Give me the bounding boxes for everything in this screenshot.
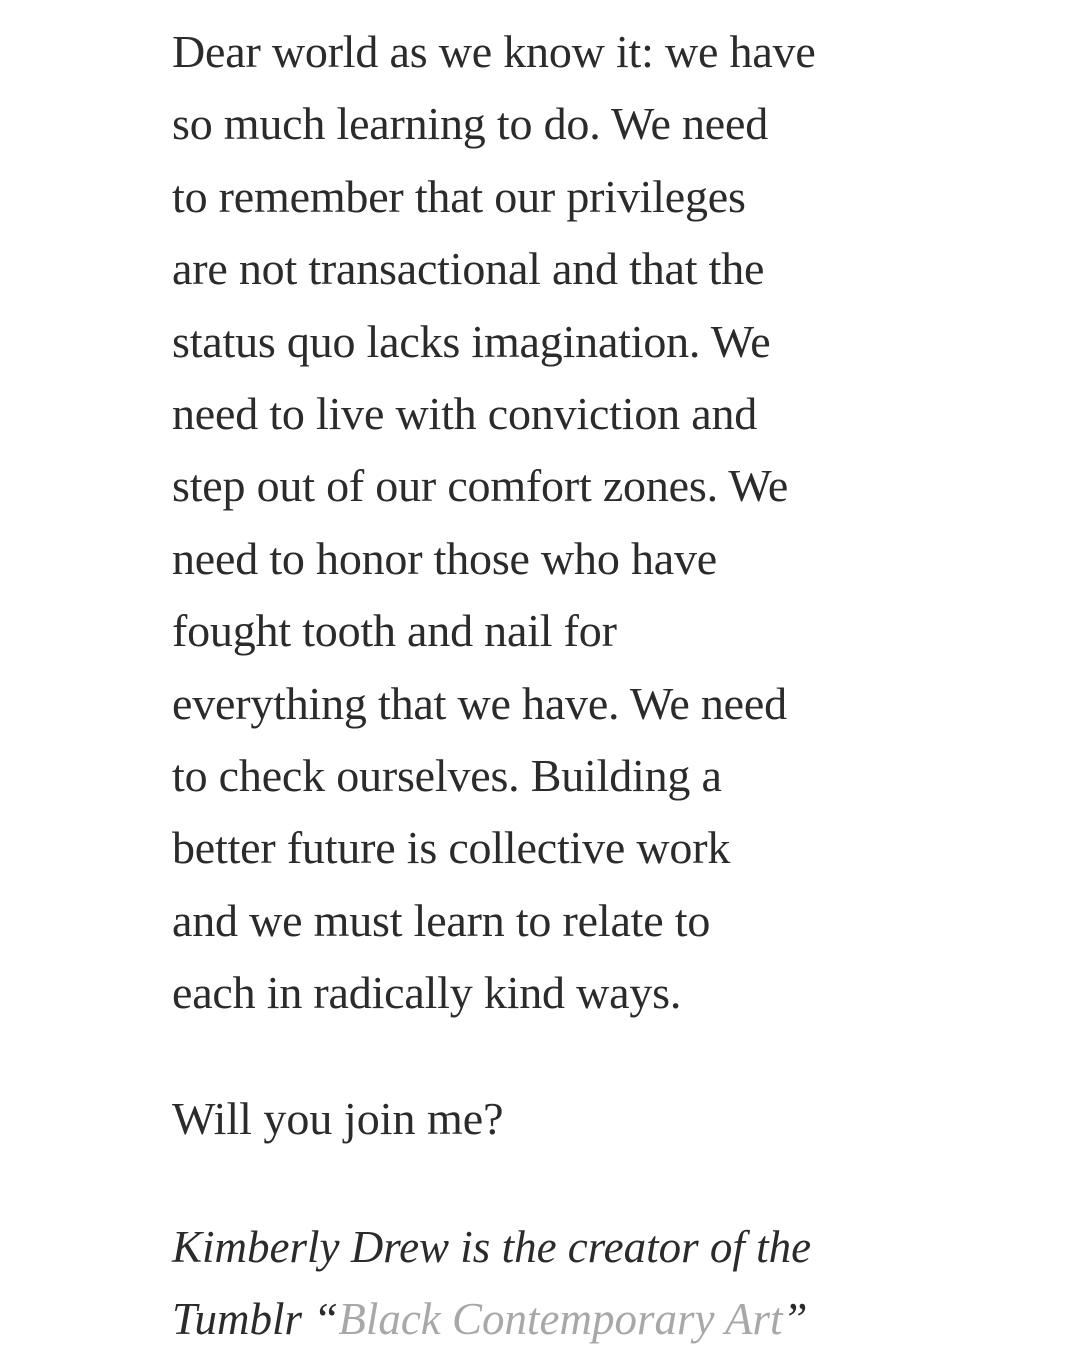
paragraph-line: and we must learn to relate to: [172, 894, 711, 946]
paragraph-line: status quo lacks imagination. We: [172, 315, 771, 367]
paragraph-line: so much learning to do. We need: [172, 98, 769, 150]
paragraph-line: are not transactional and that the: [172, 243, 765, 295]
paragraph-line: need to live with conviction and: [172, 387, 758, 439]
paragraph-line: everything that we have. We need: [172, 677, 787, 729]
paragraph-line: fought tooth and nail for: [172, 605, 617, 657]
paragraph-line: to check ourselves. Building a: [172, 749, 722, 801]
article-body: [172, 16, 932, 1355]
closing-question: Will you join me?: [172, 1093, 504, 1145]
bio-line-1: Kimberly Drew is the creator of the: [172, 1222, 812, 1273]
bio-line-2-prefix: Tumblr “: [172, 1294, 339, 1345]
paragraph-line: better future is collective work: [172, 822, 731, 874]
author-bio: [172, 1211, 932, 1355]
bio-line-2-suffix: ”: [782, 1294, 808, 1345]
black-contemporary-art-link[interactable]: Black Contemporary Art: [338, 1294, 783, 1345]
paragraph-line: Dear world as we know it: we have: [172, 26, 816, 77]
paragraph-line: step out of our comfort zones. We: [172, 460, 789, 512]
paragraph-line: to remember that our privileges: [172, 170, 746, 222]
paragraph-line: need to honor those who have: [172, 532, 717, 584]
paragraph-line: each in radically kind ways.: [172, 967, 682, 1019]
letter-paragraph: [172, 16, 932, 1029]
